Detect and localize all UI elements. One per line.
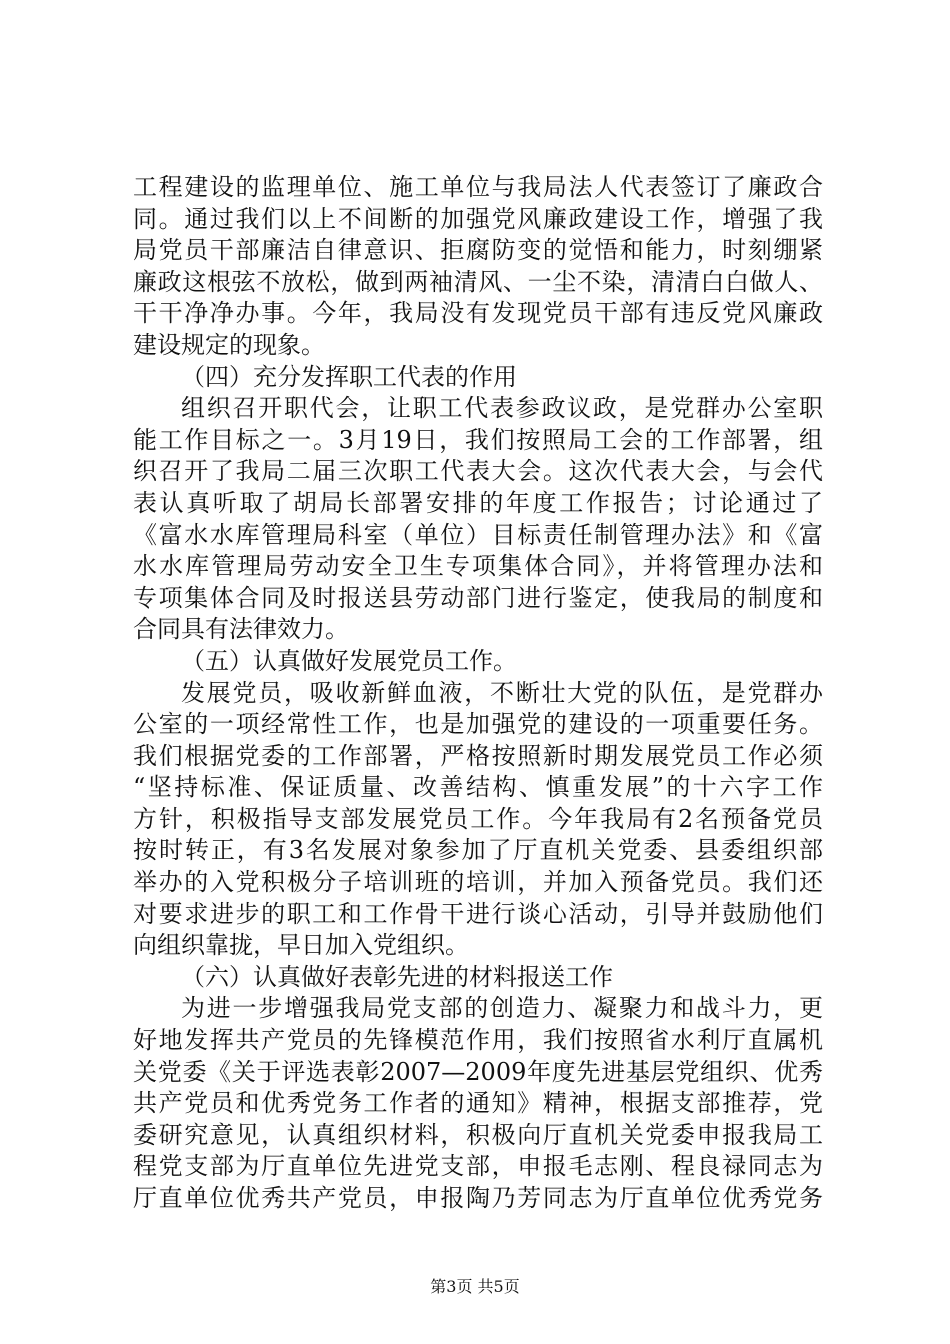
text-line: 专项集体合同及时报送县劳动部门进行鉴定，使我局的制度和 [133, 583, 823, 612]
text-line: 廉政这根弦不放松，做到两袖清风、一尘不染，清清白白做人、 [133, 267, 823, 296]
text-line: 共产党员和优秀党务工作者的通知》精神，根据支部推荐，党 [133, 1089, 823, 1118]
text-line: 合同具有法律效力。 [133, 615, 349, 644]
text-line: “坚持标准、保证质量、改善结构、慎重发展”的十六字工作 [133, 773, 823, 802]
text-line: 公室的一项经常性工作，也是加强党的建设的一项重要任务。 [133, 710, 823, 739]
text-line: 为进一步增强我局党支部的创造力、凝聚力和战斗力，更 [181, 994, 823, 1023]
text-line: 厅直单位优秀共产党员，申报陶乃芳同志为厅直单位优秀党务 [133, 1184, 823, 1212]
text-line: 工程建设的监理单位、施工单位与我局法人代表签订了廉政合 [133, 173, 823, 201]
section-heading: （六）认真做好表彰先进的材料报送工作 [181, 962, 613, 991]
text-line: 同。通过我们以上不间断的加强党风廉政建设工作，增强了我 [133, 204, 823, 233]
text-line: 向组织靠拢，早日加入党组织。 [133, 931, 469, 960]
text-line: 《富水水库管理局科室（单位）目标责任制管理办法》和《富 [133, 520, 823, 549]
text-line: 建设规定的现象。 [133, 330, 325, 359]
text-line: 程党支部为厅直单位先进党支部，申报毛志刚、程良禄同志为 [133, 1152, 823, 1181]
text-line: 能工作目标之一。3月19日，我们按照局工会的工作部署，组 [133, 425, 823, 454]
text-line: 方针，积极指导支部发展党员工作。今年我局有2名预备党员 [133, 804, 823, 833]
text-line: 好地发挥共产党员的先锋模范作用，我们按照省水利厅直属机 [133, 1026, 823, 1055]
text-line: 对要求进步的职工和工作骨干进行谈心活动，引导并鼓励他们 [133, 899, 823, 928]
document-body [133, 172, 823, 1215]
text-line: 表认真听取了胡局长部署安排的年度工作报告；讨论通过了 [133, 488, 823, 517]
text-line: 按时转正，有3名发展对象参加了厅直机关党委、县委组织部 [133, 836, 823, 865]
text-line: 我们根据党委的工作部署，严格按照新时期发展党员工作必须 [133, 741, 823, 770]
text-line: 举办的入党积极分子培训班的培训，并加入预备党员。我们还 [133, 868, 823, 897]
text-line: 关党委《关于评选表彰2007—2009年度先进基层党组织、优秀 [133, 1057, 823, 1086]
text-line: 组织召开职代会，让职工代表参政议政，是党群办公室职 [181, 394, 823, 423]
text-line: 发展党员，吸收新鲜血液，不断壮大党的队伍，是党群办 [181, 678, 823, 707]
text-line: 委研究意见，认真组织材料，积极向厅直机关党委申报我局工 [133, 1120, 823, 1149]
text-line: 干干净净办事。今年，我局没有发现党员干部有违反党风廉政 [133, 299, 823, 328]
text-line: 局党员干部廉洁自律意识、拒腐防变的觉悟和能力，时刻绷紧 [133, 236, 823, 265]
text-line: 织召开了我局二届三次职工代表大会。这次代表大会，与会代 [133, 457, 823, 486]
section-heading: （四）充分发挥职工代表的作用 [181, 362, 517, 391]
page-number-footer: 第3页 共5页 [430, 1277, 520, 1296]
section-heading: （五）认真做好发展党员工作。 [181, 646, 517, 675]
text-line: 水水库管理局劳动安全卫生专项集体合同》，并将管理办法和 [133, 552, 823, 581]
